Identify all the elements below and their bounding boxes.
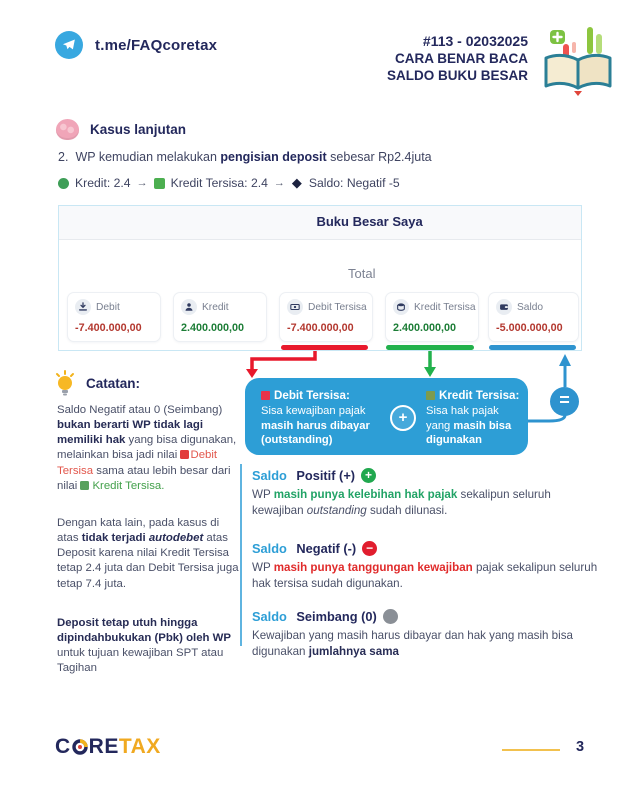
telegram-icon: [55, 31, 83, 59]
saldo-seimbang-heading: [252, 609, 398, 624]
heading-positif: Positif (+): [292, 468, 356, 483]
callout-kredit-pre: yang: [426, 419, 454, 432]
plus-circle-icon: +: [390, 405, 416, 431]
card-value: -7.400.000,00: [75, 322, 142, 334]
kredit-tersisa-square-icon: [154, 178, 165, 189]
p1-debit-tersisa: Debit Tersisa: [57, 449, 218, 477]
heading-seimbang: Seimbang (0): [292, 609, 377, 624]
card-label: Debit Tersisa: [308, 301, 367, 313]
case-heading: Kasus lanjutan: [90, 122, 187, 137]
saldo-positif-heading: [252, 468, 376, 483]
case-text-post: sebesar Rp2.4juta: [326, 150, 432, 164]
body-italic: outstanding: [306, 504, 367, 518]
catatan-heading-row: [54, 370, 140, 396]
coins-icon: [393, 299, 409, 315]
heading-saldo: Saldo: [252, 541, 287, 556]
case-text-bold: pengisian deposit: [220, 150, 327, 164]
page-title-line2: SALDO BUKU BESAR: [386, 67, 528, 83]
ledger-card-saldo: [488, 292, 579, 342]
callout-kredit-title: Kredit Tersisa:: [439, 389, 520, 402]
card-value: -7.400.000,00: [287, 322, 354, 334]
callout-kredit-bold2: digunakan: [426, 434, 482, 447]
legend-kredit-tersisa: Kredit Tersisa: 2.4: [170, 176, 268, 190]
card-label: Kredit: [202, 301, 229, 313]
plus-badge-icon: +: [361, 468, 376, 483]
heading-saldo: Saldo: [252, 609, 287, 624]
ledger-card-debit: [67, 292, 161, 342]
logo-re: RE: [88, 735, 119, 758]
logo-tax: TAX: [118, 735, 161, 758]
catatan-paragraph-3: [57, 616, 239, 677]
debit-icon: [75, 299, 91, 315]
ledger-book-icon: [538, 22, 620, 98]
card-label: Saldo: [517, 301, 544, 313]
callout-kredit-line: Sisa hak pajak: [426, 405, 499, 418]
case-heading-row: [56, 119, 186, 140]
body-text: sekalipun seluruh kewajiban: [252, 488, 551, 518]
header-channel: [55, 31, 217, 59]
callout-debit-line: Sisa kewajiban pajak: [261, 405, 366, 418]
callout-kredit-col: [426, 388, 518, 447]
lightbulb-icon: [54, 370, 76, 396]
p2-bold-italic: autodebet: [148, 532, 204, 545]
saldo-negatif-body: [252, 560, 599, 593]
card-label: Debit: [96, 301, 120, 313]
minus-badge-icon: −: [362, 541, 377, 556]
page-number: 3: [576, 739, 585, 755]
p1-bold: bukan berarti WP tidak lagi memiliki hak: [57, 419, 204, 447]
p2-bold: tidak terjadi: [81, 532, 149, 545]
case-description: [58, 150, 432, 164]
arrow-right-icon: →: [273, 177, 285, 189]
p2-text: atas Deposit karena nilai Kredit Tersisa tetap 2.4 juta dan Debit Tersisa juga tetap 7.4 juta.: [57, 532, 239, 590]
callout-debit-bold1: masih harus dibayar: [261, 419, 370, 432]
saldo-seimbang-body: [252, 628, 599, 661]
banknote-icon: [287, 299, 303, 315]
card-value: -5.000.000,00: [496, 322, 563, 334]
legend-saldo: Saldo: Negatif -5: [308, 176, 400, 190]
saldo-positif-body: [252, 487, 599, 520]
callout-kredit-bold1: masih bisa: [453, 419, 512, 432]
body-text: Kewajiban yang masih harus dibayar dan hak yang masih bisa digunakan: [252, 629, 573, 659]
ledger-panel: [58, 205, 582, 351]
kredit-icon: [181, 299, 197, 315]
case-legend: [58, 175, 400, 191]
saldo-negatif-heading: [252, 541, 377, 556]
heading-negatif: Negatif (-): [292, 541, 357, 556]
red-square-icon: [261, 391, 270, 400]
body-text: WP: [252, 561, 274, 574]
p3-bold: Deposit tetap utuh hingga dipindahbukukan (Pbk) oleh WP: [57, 617, 232, 645]
kredit-dot-icon: [58, 178, 69, 189]
ledger-group-label: Total: [348, 266, 376, 281]
case-text-pre: WP kemudian melakukan: [75, 150, 221, 164]
p2-text: Dengan kata lain, pada kasus di atas: [57, 517, 220, 545]
callout-debit-title: Debit Tersisa:: [274, 389, 350, 402]
p1-text: Saldo Negatif atau 0 (Seimbang): [57, 404, 223, 416]
brain-icon: [56, 119, 79, 140]
card-value: 2.400.000,00: [181, 322, 245, 334]
ledger-title: Buku Besar Saya: [316, 214, 423, 229]
body-bold: jumlahnya sama: [308, 645, 399, 659]
green-square-icon: [426, 391, 435, 400]
body-highlight-red: masih punya tanggungan kewajiban: [273, 561, 473, 574]
legend-kredit: Kredit: 2.4: [75, 176, 131, 190]
card-value: 2.400.000,00: [393, 322, 457, 334]
ledger-card-kredit: [173, 292, 267, 342]
green-square-icon: [80, 481, 89, 490]
arrow-right-icon: →: [136, 177, 148, 189]
wallet-icon: [496, 299, 512, 315]
body-text: sudah dilunasi.: [366, 504, 448, 518]
catatan-paragraph-1: [57, 403, 239, 494]
ledger-header-bar: [59, 206, 581, 240]
catatan-paragraph-2: [57, 516, 239, 592]
case-number: 2.: [58, 150, 69, 164]
body-text: pajak sekalipun seluruh hak tersisa sudah digunakan.: [252, 561, 598, 591]
logo-c: C: [55, 735, 71, 758]
saldo-diamond-icon: ◆: [291, 175, 302, 190]
card-label: Kredit Tersisa: [414, 301, 476, 313]
header-title-block: [387, 33, 528, 85]
section-divider: [240, 464, 242, 646]
p1-text: yang bisa digunakan, melainkan bisa jadi nilai: [57, 434, 237, 462]
issue-number: #113 - 02032025: [422, 33, 528, 49]
callout-debit-col: [261, 388, 384, 447]
equals-circle-icon: =: [550, 387, 579, 416]
callout-debit-bold2: (outstanding): [261, 434, 333, 447]
p1-kredit-tersisa: Kredit Tersisa.: [92, 479, 165, 492]
tersisa-callout: [245, 378, 528, 455]
neutral-badge-icon: [383, 609, 398, 624]
page-title-line1: CARA BENAR BACA: [395, 51, 528, 66]
p1-text: sama atau lebih besar dari nilai: [57, 464, 231, 492]
body-highlight-green: masih punya kelebihan hak pajak: [273, 488, 458, 501]
p3-text: untuk tujuan kewajiban SPT atau Tagihan: [57, 647, 224, 675]
page-number-line: [502, 749, 560, 751]
body-text: WP: [252, 488, 274, 501]
ledger-card-debit-tersisa: [279, 292, 373, 342]
logo-o-emblem-icon: [72, 739, 88, 755]
red-square-icon: [180, 450, 189, 459]
coretax-logo: [55, 735, 161, 759]
catatan-heading: Catatan:: [86, 375, 141, 391]
channel-link[interactable]: t.me/FAQcoretax: [95, 36, 218, 54]
ledger-card-kredit-tersisa: [385, 292, 479, 342]
heading-saldo: Saldo: [252, 468, 287, 483]
